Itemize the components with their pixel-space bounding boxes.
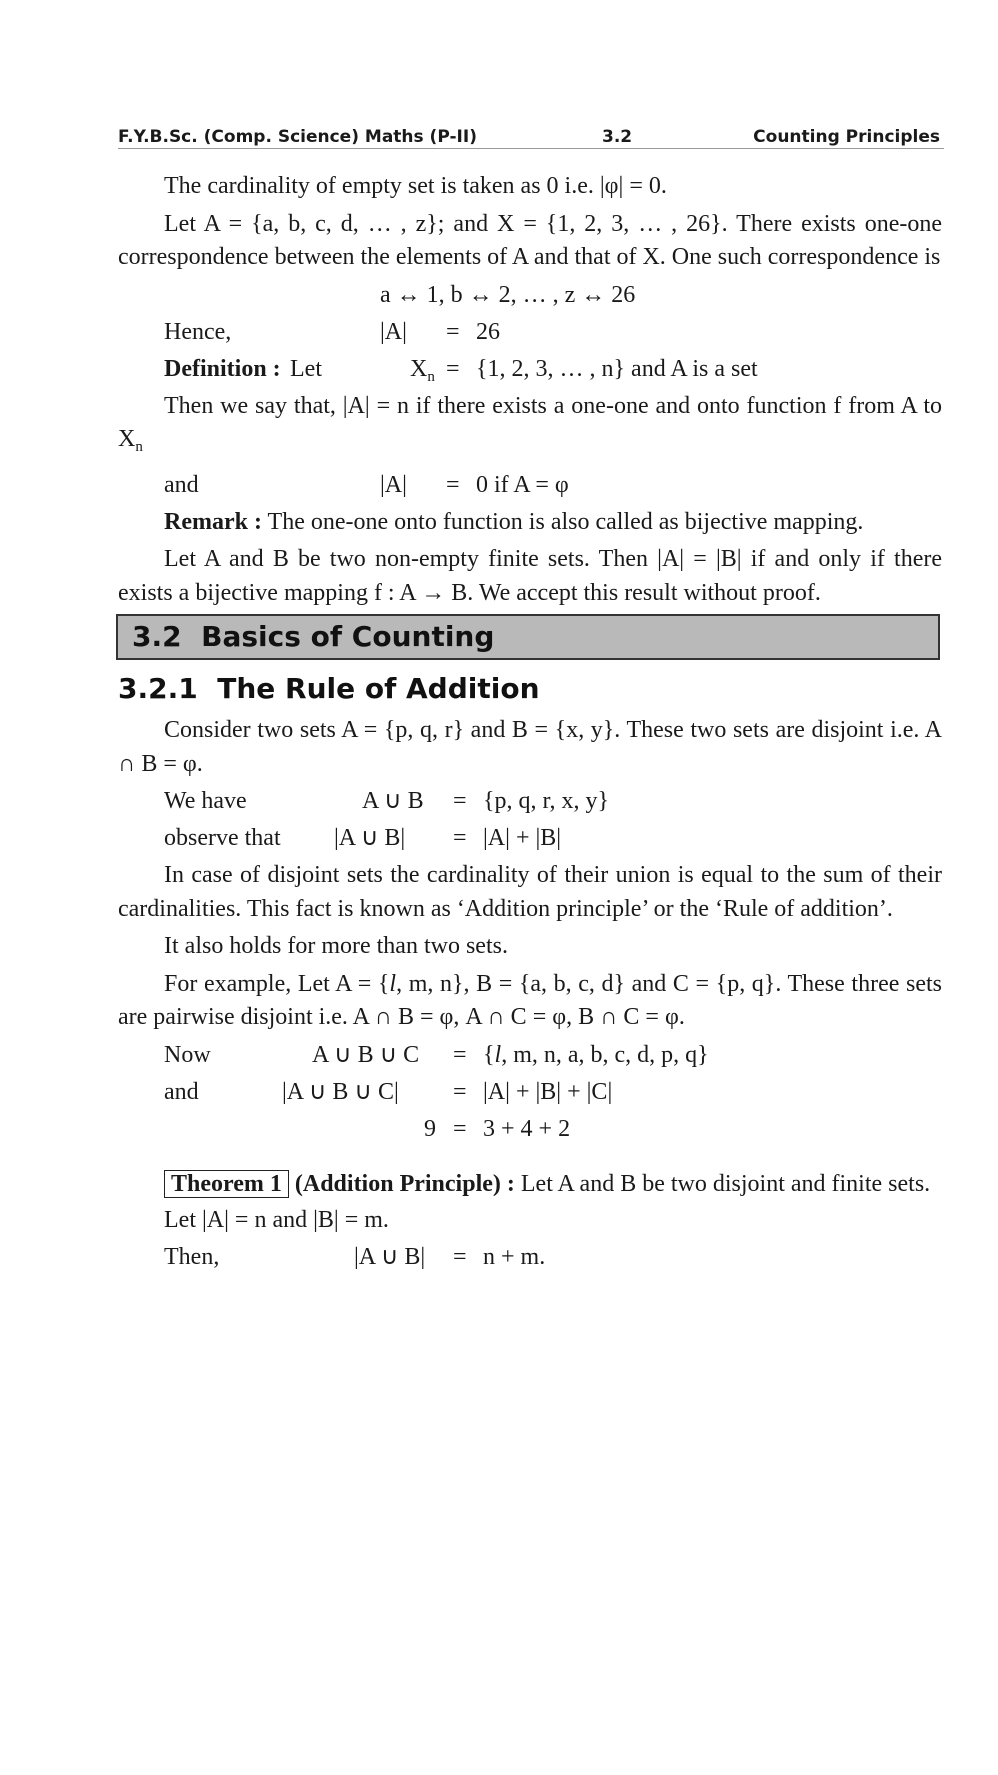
subsection-heading [118,666,942,712]
now-lhs: A ∪ B ∪ C [312,1041,420,1068]
now-label: Now [164,1041,211,1068]
nine-rhs: 3 + 4 + 2 [483,1115,571,1142]
paragraph-more-sets: It also holds for more than two sets. [164,933,508,959]
and2-lhs: |A ∪ B ∪ C| [282,1078,399,1105]
hence-rhs: 26 [476,318,500,345]
section-number: 3.2 [132,620,182,653]
now-equals: = [453,1041,467,1068]
subsection-number: 3.2.1 [118,672,198,705]
hence-label: Hence, [164,318,232,345]
definition [118,353,942,390]
equation-hence [118,316,942,353]
paragraph-disjoint-example: Consider two sets A = {p, q, r} and B = {x, y}. These two sets are disjoint i.e. A ∩ B = φ. [118,717,942,777]
we-have-rhs: {p, q, r, x, y} [483,788,610,814]
equation-cardinality-sum [118,1076,942,1113]
observe-label: observe that [164,825,281,851]
header-page-number: 3.2 [602,127,633,147]
observe-rhs: |A| + |B| [483,825,562,851]
running-header [118,124,940,148]
equation-union [118,785,942,822]
theorem-text: Let A and B be two disjoint and finite sets. [520,1170,931,1197]
definition-label: Definition : [164,355,281,382]
we-have-lhs: A ∪ B [362,788,424,814]
and2-equals: = [453,1078,467,1105]
paragraph-correspondence: Let A = {a, b, c, d, … , z}; and X = {1, 2, 3, … , 26}. There exists one-one correspondence between the elements of A and that of X. One such correspondence is [118,210,942,270]
theorem-label: Theorem 1 [164,1170,289,1198]
theorem-let [118,1204,942,1241]
header-book-title: F.Y.B.Sc. (Comp. Science) Maths (P-II) [118,127,477,147]
and-rhs: 0 if A = φ [476,471,569,498]
definition-rhs: {1, 2, 3, … , n} and A is a set [476,355,758,382]
and2-label: and [164,1078,199,1105]
and-lhs: |A| [380,471,407,498]
definition-let: Let [290,355,322,382]
remark-label: Remark : [164,508,262,535]
and-label: and [164,471,199,498]
observe-lhs: |A ∪ B| [334,825,406,851]
hence-equals: = [446,318,460,345]
paragraph-three-sets: For example, Let A = {l, m, n}, B = {a, b, c, d} and C = {p, q}. These three sets are pairwise disjoint i.e. A ∩ B = φ, A ∩ C = φ, B ∩ C = φ. [118,970,942,1030]
and-equals: = [446,471,460,498]
we-have-equals: = [453,788,467,814]
and2-rhs: |A| + |B| + |C| [483,1078,613,1105]
now-rhs: {l, m, n, a, b, c, d, p, q} [483,1041,709,1068]
definition-equals: = [446,355,460,382]
theorem-statement [118,1164,942,1204]
equation-correspondence [118,279,942,316]
theorem-then [118,1241,942,1278]
header-rule [118,148,944,149]
correspondence-text: a ↔ 1, b ↔ 2, … , z ↔ 26 [380,281,636,308]
section-heading [116,614,940,660]
paragraph-definition-then: Then we say that, |A| = n if there exists a one-one and onto function f from A to $X_n$ [118,392,942,455]
subsection-title: The Rule of Addition [217,672,540,705]
paragraph-empty-set: The cardinality of empty set is taken as 0 i.e. |φ| = 0. [164,173,667,199]
nine-equals: = [453,1115,467,1142]
equation-observe [118,822,942,859]
theorem-then-rhs: n + m. [483,1243,546,1270]
observe-equals: = [453,825,467,851]
we-have-label: We have [164,788,247,814]
theorem-name: (Addition Principle) : [294,1170,515,1197]
hence-lhs: |A| [380,318,407,345]
theorem-then-equals: = [453,1243,467,1270]
section-title: Basics of Counting [201,620,495,653]
equation-nine [118,1113,942,1150]
theorem-let-text: Let |A| = n and |B| = m. [164,1206,389,1233]
paragraph-bijective: Let A and B be two non-empty finite sets. Then |A| = |B| if and only if there exists a bijective mapping f : A → B. We accept this result without proof. [118,546,942,606]
paragraph-addition-principle: In case of disjoint sets the cardinality of their union is equal to the sum of their cardinalities. This fact is known as ‘Addition principle’ or the ‘Rule of addition’. [118,862,942,922]
theorem-then-label: Then, [164,1243,220,1270]
theorem-then-lhs: |A ∪ B| [354,1243,426,1270]
remark [118,506,942,540]
nine-lhs: 9 [424,1115,436,1142]
equation-now [118,1039,942,1076]
definition-lhs: $X_n$ [410,355,435,385]
equation-empty [118,469,942,506]
header-chapter-title: Counting Principles [753,127,940,147]
remark-text: The one-one onto function is also called as bijective mapping. [267,508,864,535]
page-body [118,170,942,1278]
